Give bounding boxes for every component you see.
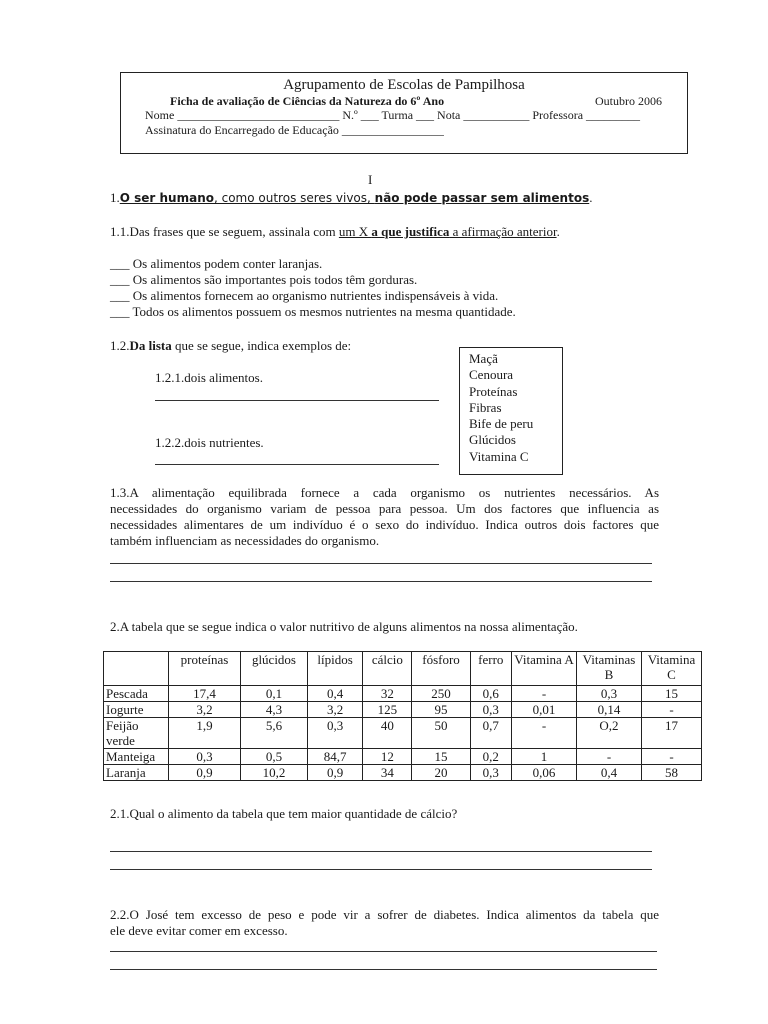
q1-1-underline-b: a que justifica [371,224,450,239]
table-header-cell: Vitaminas B [577,652,642,686]
table-header-cell: cálcio [363,652,412,686]
table-cell: 0,3 [577,686,642,702]
answer-line [110,951,657,952]
table-cell: Laranja [104,765,169,781]
q1-1-option: ___ Os alimentos fornecem ao organismo nutrientes indispensáveis à vida. [110,288,499,303]
q1-3-line: necessidades alimentares de um indivíduo é o sexo do indivíduo. Indica outros dois factores que [110,517,659,532]
table-row [104,686,702,702]
table-row [104,702,702,718]
table-cell: O,2 [577,718,642,749]
table-cell: - [642,702,702,718]
question-1 [110,190,592,206]
table-row [104,718,702,749]
table-cell: Feijão verde [104,718,169,749]
q1-2-rest: que se segue, indica exemplos de: [171,338,352,353]
table-cell: 95 [412,702,470,718]
table-cell: 50 [412,718,470,749]
table-header-cell [104,652,169,686]
q1-end: . [589,190,593,205]
table-cell: 0,2 [470,749,511,765]
table-cell: 32 [363,686,412,702]
table-cell: 0,9 [169,765,241,781]
answer-line [110,869,652,870]
table-cell: 0,3 [308,718,363,749]
q1-1-option: ___ Os alimentos são importantes pois todos têm gorduras. [110,272,418,287]
food-list-box [459,347,563,475]
table-cell: 250 [412,686,470,702]
list-item: Cenoura [469,367,514,383]
table-cell: 3,2 [308,702,363,718]
q1-3-line: também influenciam as necessidades do organismo. [110,533,380,548]
table-cell: - [577,749,642,765]
answer-line [110,969,657,970]
table-header-cell: Vitamina C [642,652,702,686]
table-cell: 0,6 [470,686,511,702]
table-cell: 4,3 [240,702,307,718]
table-header-cell: fósforo [412,652,470,686]
table-cell: 20 [412,765,470,781]
table-cell: 10,2 [240,765,307,781]
section-number: I [368,172,373,187]
q1-mid: , como outros seres vivos, [213,191,375,205]
table-cell: 1 [512,749,577,765]
list-item: Glúcidos [469,432,516,448]
q1-1-prefix: 1.1.Das frases que se seguem, assinala com [110,224,339,239]
table-cell: 34 [363,765,412,781]
q1-1-underline-c: a afirmação anterior [449,224,557,239]
table-header-cell: ferro [470,652,511,686]
table-cell: Manteiga [104,749,169,765]
q1-2-bold: Da lista [129,338,172,353]
table-cell: 12 [363,749,412,765]
table-cell: 15 [412,749,470,765]
answer-line [155,400,439,401]
answer-line [155,464,439,465]
table-cell: 40 [363,718,412,749]
table-cell: 125 [363,702,412,718]
q1-3-line: 1.3.A alimentação equilibrada fornece a cada organismo os nutrientes necessários. As [110,485,659,500]
table-cell: 58 [642,765,702,781]
question-1-2-2: 1.2.2.dois nutrientes. [155,435,264,450]
q1-1-option: ___ Todos os alimentos possuem os mesmos nutrientes na mesma quantidade. [110,304,516,319]
q1-1-underline-a: um X [338,224,372,239]
answer-line [110,563,652,564]
list-item: Proteínas [469,383,518,399]
table-cell: 0,1 [240,686,307,702]
q1-1-option: ___ Os alimentos podem conter laranjas. [110,256,323,271]
question-1-2-1: 1.2.1.dois alimentos. [155,370,263,385]
question-1-2 [110,338,351,354]
table-cell: 0,7 [470,718,511,749]
table-header-cell: lípidos [308,652,363,686]
school-name: Agrupamento de Escolas de Pampilhosa [283,77,525,93]
answer-line [110,581,652,582]
answer-line [110,851,652,852]
sheet-title: Ficha de avaliação de Ciências da Natureza do 6º Ano [170,94,445,108]
list-item: Fibras [469,399,502,415]
table-cell: 84,7 [308,749,363,765]
sheet-date: Outubro 2006 [595,94,662,108]
table-cell: 17 [642,718,702,749]
table-cell: 0,06 [512,765,577,781]
table-cell: 0,4 [308,686,363,702]
q2-2-line: ele deve evitar comer em excesso. [110,923,288,938]
table-cell: 0,4 [577,765,642,781]
question-2: 2.A tabela que se segue indica o valor nutritivo de alguns alimentos na nossa alimentação. [110,619,578,634]
list-item: Maçã [469,351,498,366]
table-cell: - [512,718,577,749]
table-cell: 0,01 [512,702,577,718]
table-cell: 0,3 [169,749,241,765]
table-cell: 17,4 [169,686,241,702]
table-header-cell: glúcidos [240,652,307,686]
table-cell: 15 [642,686,702,702]
table-cell: 1,9 [169,718,241,749]
student-fields-line: Nome ___________________________ N.º ___ Turma ___ Nota ___________ Professora _________ [145,108,641,122]
table-cell: 3,2 [169,702,241,718]
q1-1-suffix: . [556,224,560,239]
q1-number: 1. [110,190,120,205]
table-row [104,765,702,781]
table-header-row [104,652,702,686]
table-cell: Iogurte [104,702,169,718]
table-cell: 0,14 [577,702,642,718]
q1-emph-1: O ser humano [119,191,214,205]
table-cell: - [512,686,577,702]
table-cell: - [642,749,702,765]
table-row [104,749,702,765]
table-cell: Pescada [104,686,169,702]
list-item: Vitamina C [469,448,529,464]
signature-line: Assinatura do Encarregado de Educação _________________ [145,123,444,137]
list-item: Bife de peru [469,416,534,432]
table-cell: 5,6 [240,718,307,749]
q1-2-prefix: 1.2. [110,338,130,353]
nutrition-table [103,651,702,781]
q1-3-line: necessidades do organismo variam de pessoa para pessoa. Um dos factores que influencia as [110,501,659,516]
q2-2-line: 2.2.O José tem excesso de peso e pode vir a sofrer de diabetes. Indica alimentos da tabela que [110,907,659,922]
table-cell: 0,9 [308,765,363,781]
table-cell: 0,5 [240,749,307,765]
table-cell: 0,3 [470,765,511,781]
q1-emph-2: não pode passar sem alimentos [374,191,590,205]
table-cell: 0,3 [470,702,511,718]
question-1-1 [110,224,560,240]
table-header-cell: proteínas [169,652,241,686]
question-2-1: 2.1.Qual o alimento da tabela que tem maior quantidade de cálcio? [110,806,458,821]
table-header-cell: Vitamina A [512,652,577,686]
